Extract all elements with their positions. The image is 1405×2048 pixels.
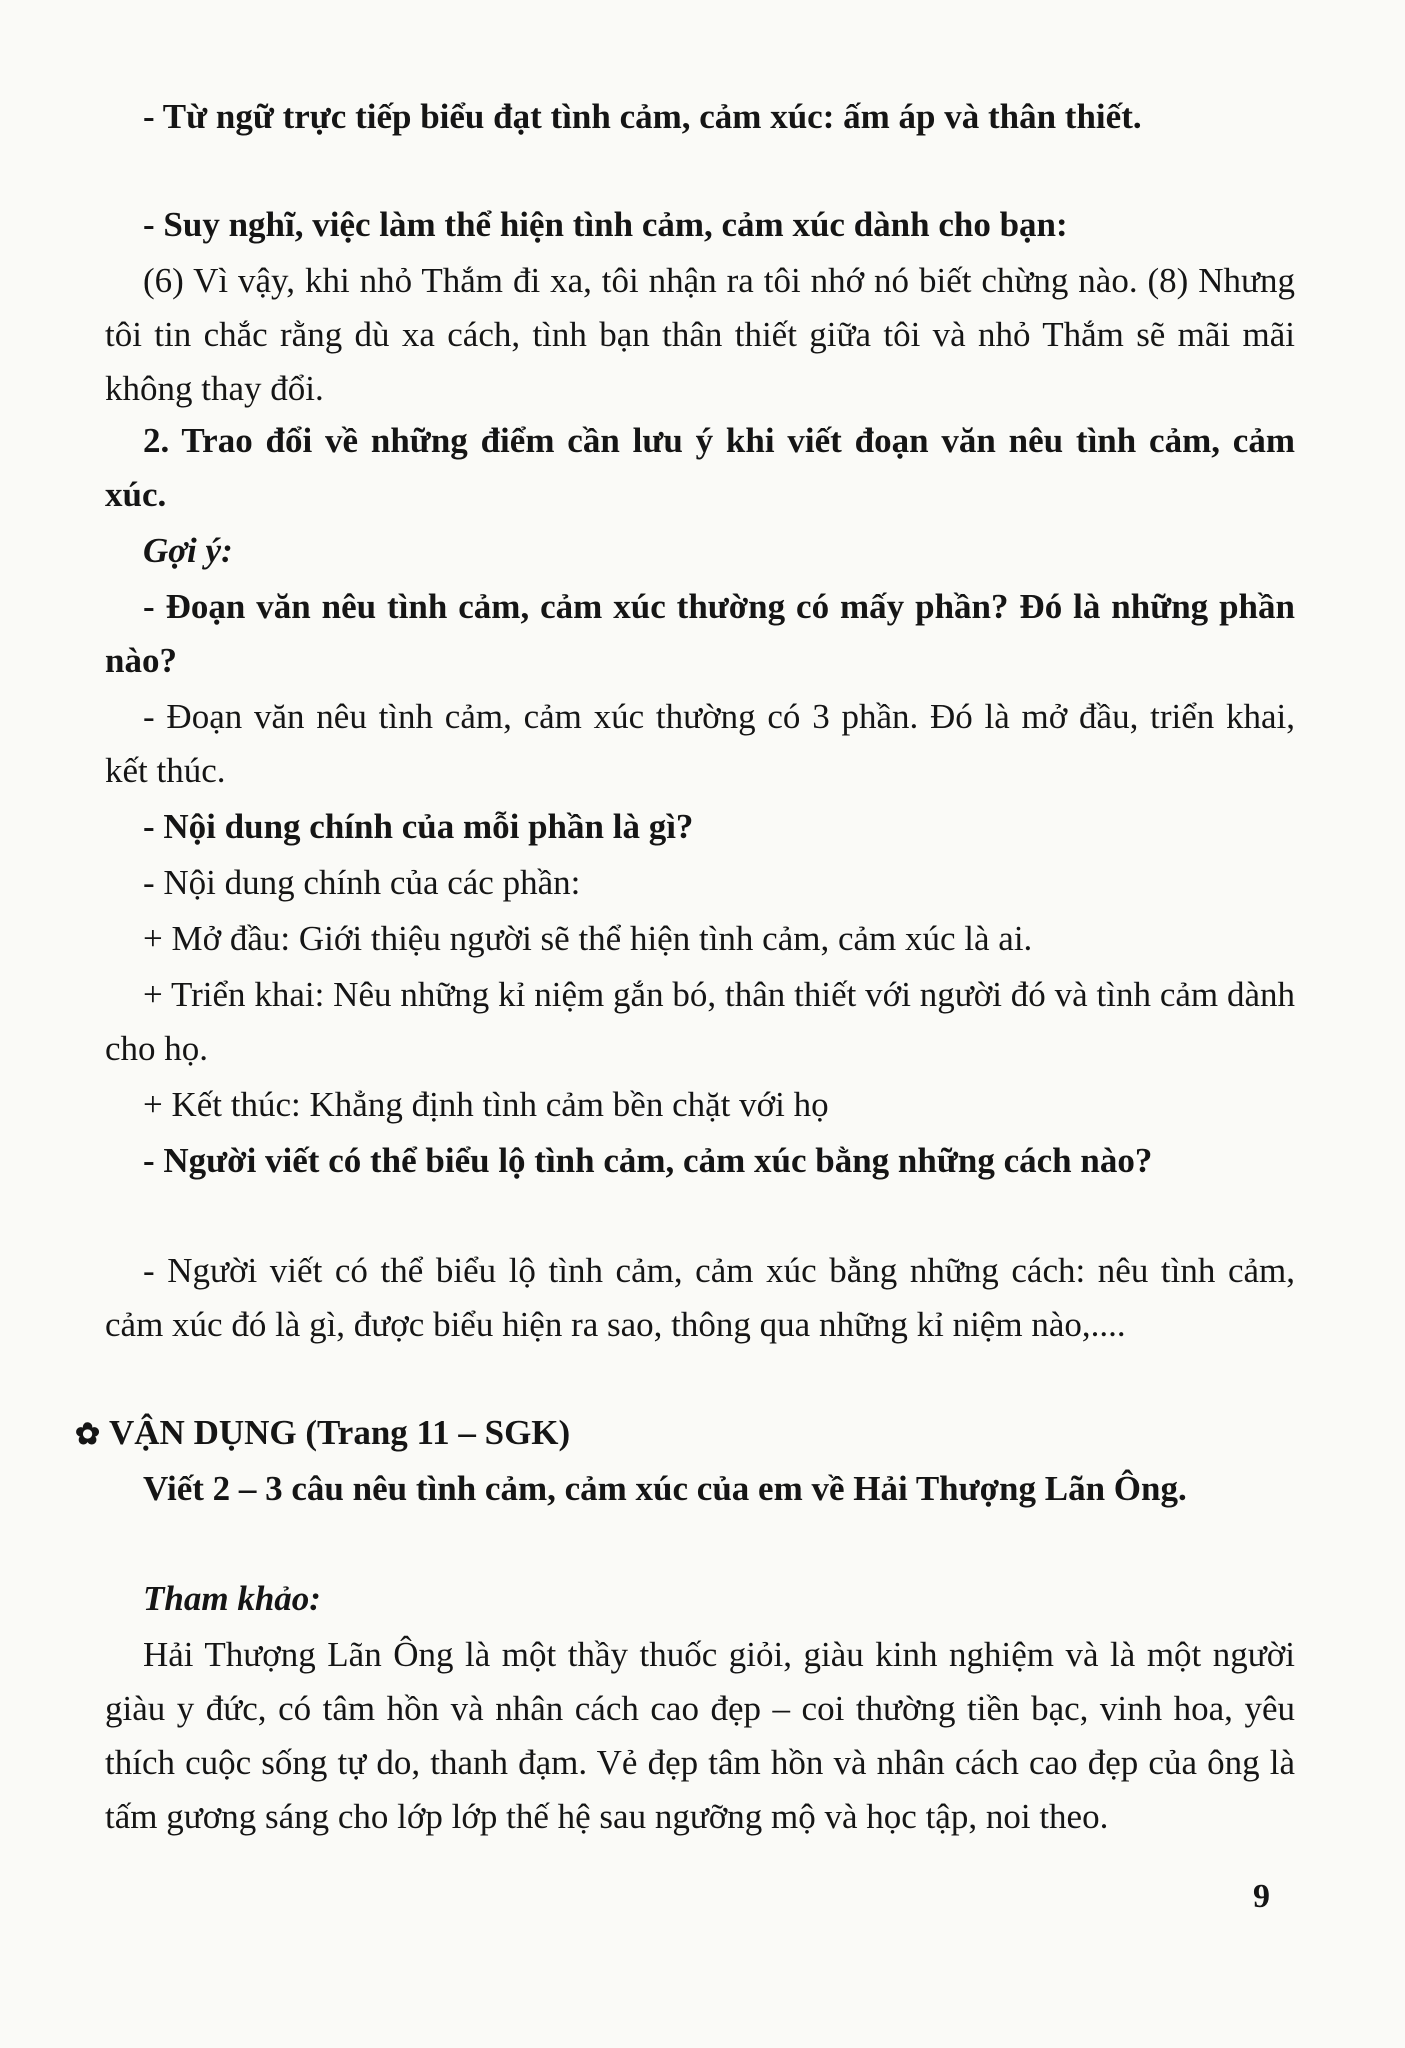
question-ways: - Người viết có thể biểu lộ tình cảm, cảm xúc bằng những cách nào? [143, 1141, 1153, 1180]
reference-paragraph: Hải Thượng Lãn Ông là một thầy thuốc giỏi, giàu kinh nghiệm và là một người giàu y đức, có tâm hồn và nhân cách cao đẹp – coi thường tiền bạc, vinh hoa, yêu thích cuộc sống tự do, thanh đạm. Vẻ đẹp tâm hồn và nhân cách cao đẹp của ông là tấm gương sáng cho lớp lớp thế hệ sau ngưỡng mộ và học tập, noi theo. [105, 1635, 1295, 1836]
paragraph-thoughts-heading: - Suy nghĩ, việc làm thể hiện tình cảm, cảm xúc dành cho bạn: [143, 205, 1068, 244]
paragraph-quote: (6) Vì vậy, khi nhỏ Thắm đi xa, tôi nhận ra tôi nhớ nó biết chừng nào. (8) Nhưng tôi tin chắc rằng dù xa cách, tình bạn thân thiết giữa tôi và nhỏ Thắm sẽ mãi mãi không thay đổi. [105, 261, 1295, 408]
paragraph-direct-words: - Từ ngữ trực tiếp biểu đạt tình cảm, cảm xúc: ấm áp và thân thiết. [143, 97, 1142, 136]
hint-label: Gợi ý: [143, 531, 233, 570]
page-number: 9 [1253, 1878, 1270, 1915]
exercise-heading: 2. Trao đổi về những điểm cần lưu ý khi viết đoạn văn nêu tình cảm, cảm xúc. [105, 421, 1295, 514]
section-title: VẬN DỤNG (Trang 11 – SGK) [109, 1413, 571, 1452]
answer-parts: - Đoạn văn nêu tình cảm, cảm xúc thường có 3 phần. Đó là mở đầu, triển khai, kết thúc. [105, 697, 1295, 790]
answer-ending: + Kết thúc: Khẳng định tình cảm bền chặt với họ [143, 1085, 829, 1124]
answer-opening: + Mở đầu: Giới thiệu người sẽ thể hiện tình cảm, cảm xúc là ai. [143, 919, 1033, 958]
answer-body: + Triển khai: Nêu những kỉ niệm gắn bó, thân thiết với người đó và tình cảm dành cho họ. [105, 975, 1295, 1068]
section-heading [75, 1406, 1275, 1462]
task-heading: Viết 2 – 3 câu nêu tình cảm, cảm xúc của em về Hải Thượng Lãn Ông. [143, 1469, 1187, 1508]
reference-label: Tham khảo: [143, 1579, 321, 1618]
question-content: - Nội dung chính của mỗi phần là gì? [143, 807, 694, 846]
question-parts: - Đoạn văn nêu tình cảm, cảm xúc thường có mấy phần? Đó là những phần nào? [105, 587, 1295, 680]
flower-icon: ✿ [75, 1418, 101, 1451]
answer-ways: - Người viết có thể biểu lộ tình cảm, cảm xúc bằng những cách: nêu tình cảm, cảm xúc đó là gì, được biểu hiện ra sao, thông qua những kỉ niệm nào,.... [105, 1251, 1295, 1344]
answer-content-intro: - Nội dung chính của các phần: [143, 863, 581, 902]
